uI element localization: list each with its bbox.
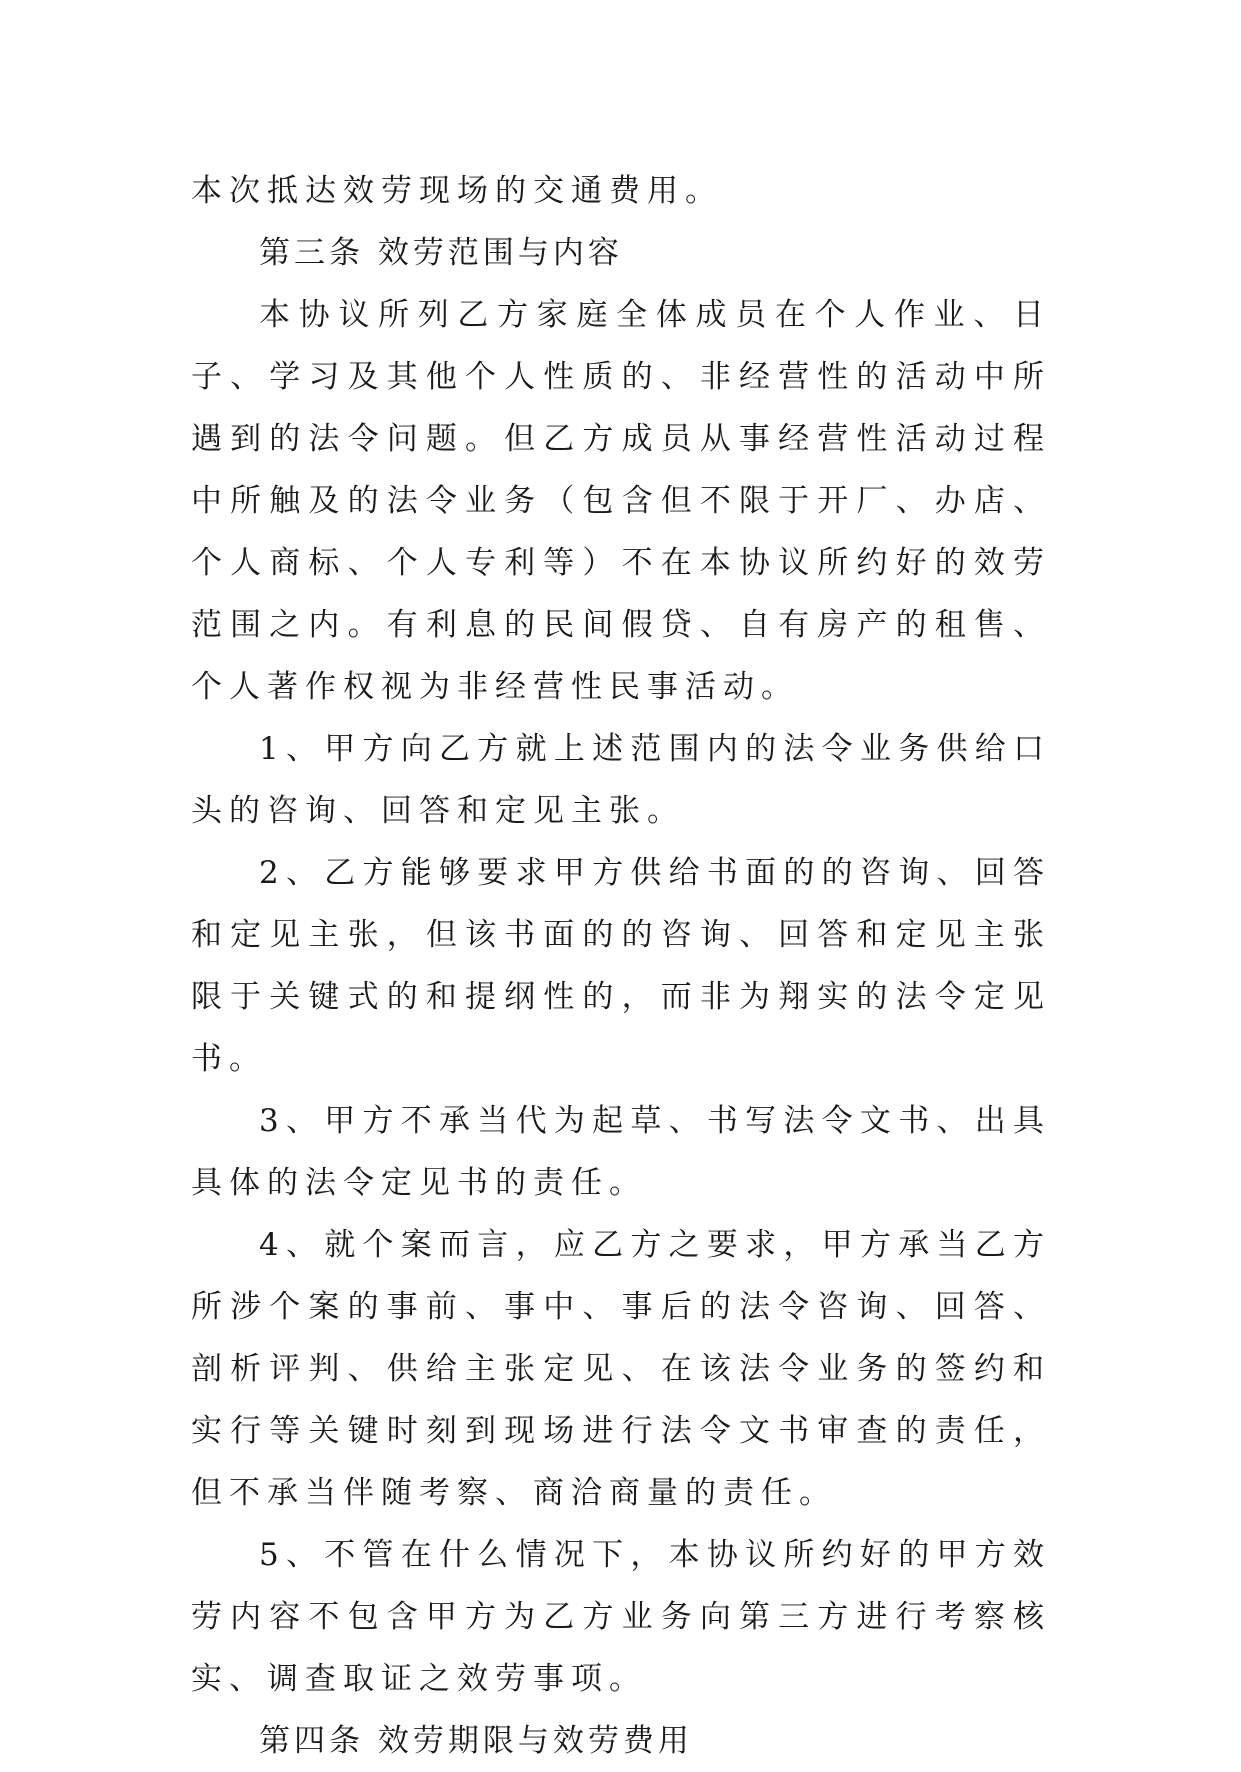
section-heading-article-3: 第三条 效劳范围与内容 bbox=[259, 235, 623, 271]
paragraph-item-5: 5、不管在什么情况下，本协议所约好的甲方效劳内容不包含甲方为乙方业务向第三方进行考察核实、调查取证之效劳事项。 bbox=[191, 1537, 1051, 1697]
section-heading-article-4: 第四条 效劳期限与效劳费用 bbox=[259, 1723, 693, 1759]
document-body bbox=[191, 160, 1051, 1772]
paragraph-item-2: 2、乙方能够要求甲方供给书面的的咨询、回答和定见主张，但该书面的的咨询、回答和定见主张限于关键式的和提纲性的，而非为翔实的法令定见书。 bbox=[191, 855, 1051, 1077]
paragraph-item-4: 4、就个案而言，应乙方之要求，甲方承当乙方所涉个案的事前、事中、事后的法令咨询、回答、剖析评判、供给主张定见、在该法令业务的签约和实行等关键时刻到现场进行法令文书审查的责任，但不承当伴随考察、商洽商量的责任。 bbox=[191, 1227, 1051, 1511]
paragraph-continuation: 本次抵达效劳现场的交通费用。 bbox=[191, 173, 723, 209]
paragraph-item-3: 3、甲方不承当代为起草、书写法令文书、出具具体的法令定见书的责任。 bbox=[191, 1103, 1051, 1201]
paragraph-item-1: 1、甲方向乙方就上述范围内的法令业务供给口头的咨询、回答和定见主张。 bbox=[191, 731, 1051, 829]
paragraph-scope: 本协议所列乙方家庭全体成员在个人作业、日子、学习及其他个人性质的、非经营性的活动中所遇到的法令问题。但乙方成员从事经营性活动过程中所触及的法令业务（包含但不限于开厂、办店、个人商标、个人专利等）不在本协议所约好的效劳范围之内。有利息的民间假贷、自有房产的租售、个人著作权视为非经营性民事活动。 bbox=[191, 297, 1051, 705]
